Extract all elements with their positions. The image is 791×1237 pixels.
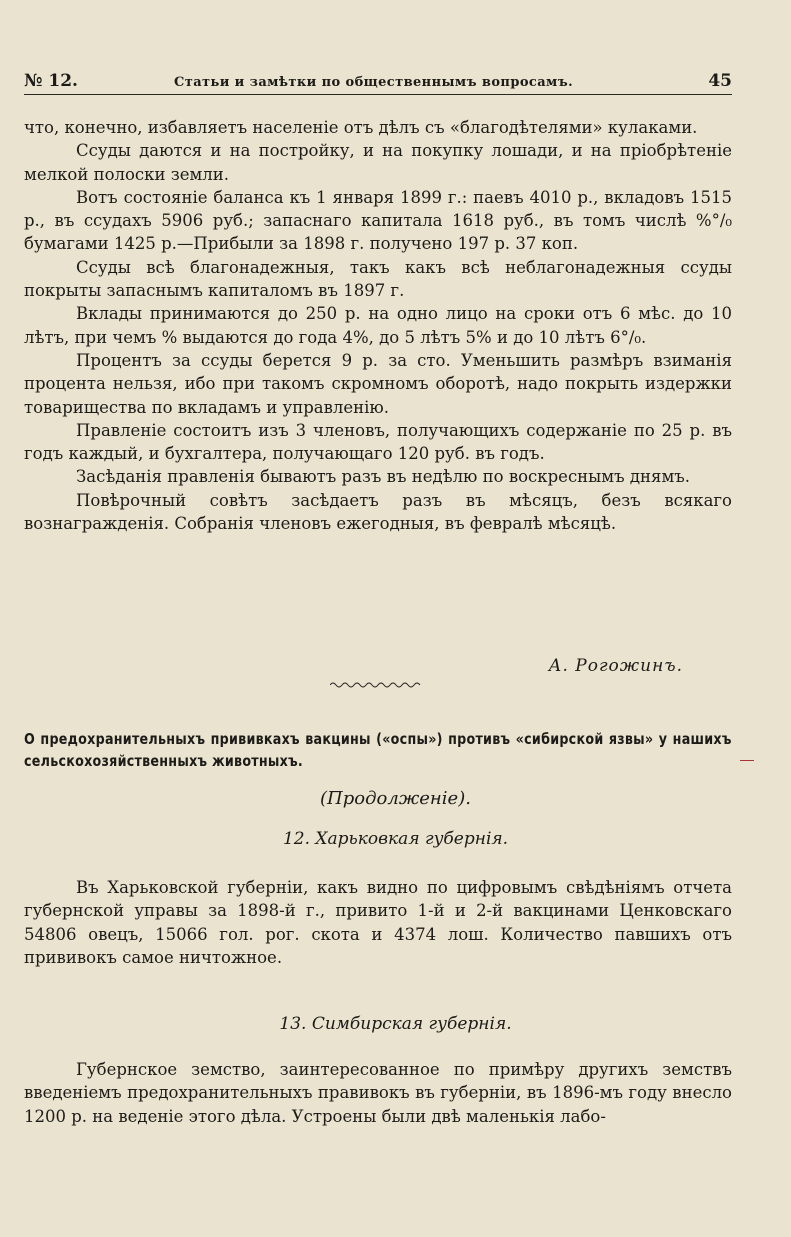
continued-label: (Продолженіе).: [320, 788, 471, 809]
section1-body: [24, 876, 732, 969]
header-rule: [24, 94, 732, 95]
section2-body: [24, 1058, 732, 1128]
section-title: 12. Харьковкая губернія.: [282, 829, 509, 849]
paragraph: Ссуды даются и на постройку, и на покупку лошади, и на пріобрѣтеніе мелкой полоски земли.: [24, 141, 732, 184]
section-title: 13. Симбирская губернія.: [279, 1014, 512, 1034]
paragraph: Ссуды всѣ благонадежныя, такъ какъ всѣ неблагонадежныя ссуды покрыты запаснымъ капиталомъ въ 1897 г.: [24, 257, 732, 301]
paragraph: Вотъ состояніе баланса къ 1 января 1899 г.: паевъ 4010 р., вкладовъ 1515 р., въ ссудахъ 5906 руб.; запаснаго капитала 1618 руб., въ томъ числѣ %°/₀ бумагами 1425 р.—Прибыли за 1898 г. получено 197 р. 37 коп.: [24, 187, 732, 254]
paragraph: Въ Харьковской губерніи, какъ видно по цифровымъ свѣдѣніямъ отчета губернской управы за 1898-й г., привито 1-й и 2-й вакцинами Ценковскаго 54806 овецъ, 15066 гол. рог. скота и 4374 лош. Количество павшихъ отъ прививокъ самое ничтожное.: [24, 878, 732, 967]
paragraph: Правленіе состоитъ изъ 3 членовъ, получающихъ содержаніе по 25 р. въ годъ каждый, и бухгалтера, получающаго 120 руб. въ годъ.: [24, 420, 732, 464]
page-number: 45: [708, 71, 732, 91]
wavy-divider: [330, 680, 422, 690]
paragraph: Губернское земство, заинтересованное по примѣру другихъ земствъ введеніемъ предохранительныхъ правивокъ въ губерніи, въ 1896-мъ году внесло 1200 р. на веденіе этого дѣла. Устроены были двѣ маленькія лабо-: [24, 1060, 732, 1126]
header-title: Статьи и замѣтки по общественнымъ вопросамъ.: [174, 75, 574, 90]
signature: А. Рогожинъ.: [548, 656, 683, 676]
red-pencil-mark: [740, 760, 754, 761]
article2-title: О предохранительныхъ прививкахъ вакцины («оспы») противъ «сибирской язвы» у нашихъ сельскохозяйственныхъ животныхъ.: [24, 730, 732, 770]
paragraph: Процентъ за ссуды берется 9 р. за сто. Уменьшить размѣръ взиманія процента нельзя, ибо при такомъ скромномъ оборотѣ, надо покрыть издержки товарищества по вкладамъ и управленію.: [24, 350, 732, 417]
paragraph: Вклады принимаются до 250 р. на одно лицо на сроки отъ 6 мѣс. до 10 лѣтъ, при чемъ % выдаются до года 4%, до 5 лѣтъ 5% и до 10 лѣтъ 6°/₀.: [24, 304, 732, 347]
article1-body: [24, 116, 732, 535]
issue-number: № 12.: [24, 71, 78, 91]
paragraph: Засѣданія правленія бываютъ разъ въ недѣлю по воскреснымъ днямъ.: [76, 467, 691, 487]
paragraph: что, конечно, избавляетъ населеніе отъ дѣлъ съ «благодѣтелями» кулаками.: [24, 118, 698, 137]
paragraph: Повѣрочный совѣтъ засѣдаетъ разъ въ мѣсяцъ, безъ всякаго вознагражденія. Собранія членовъ ежегодныя, въ февралѣ мѣсяцѣ.: [24, 490, 732, 534]
